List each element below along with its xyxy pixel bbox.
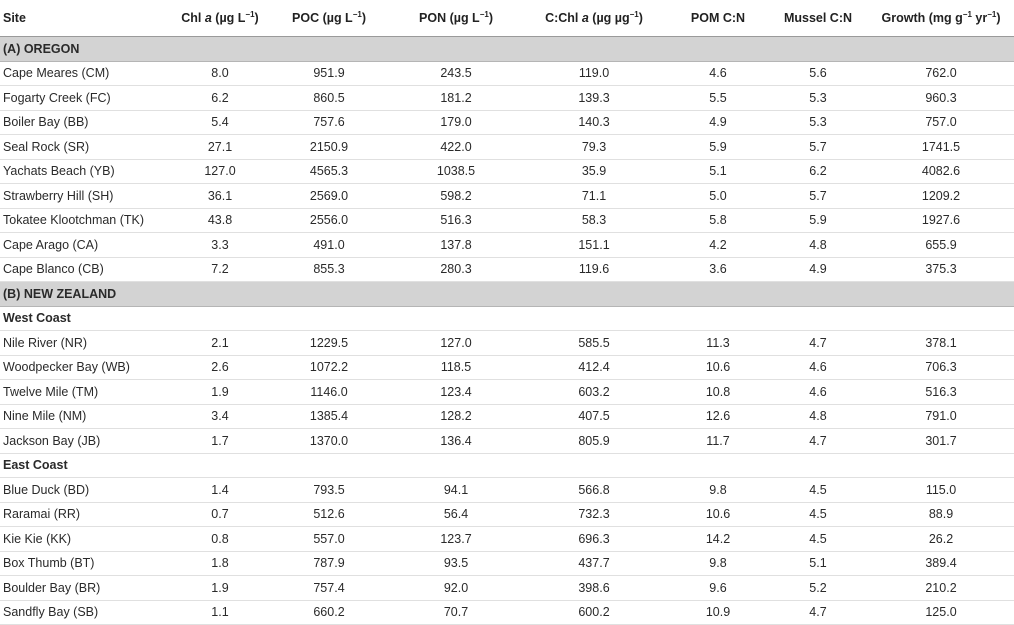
cell-growth: 389.4 [868, 551, 1014, 576]
cell-site: Blue Duck (BD) [0, 478, 174, 503]
cell-poc: 2569.0 [266, 184, 392, 209]
cell-pon: 123.7 [392, 527, 520, 552]
cell-c-chl-a: 732.3 [520, 502, 668, 527]
cell-chl-a: 36.1 [174, 184, 266, 209]
cell-poc: 787.9 [266, 551, 392, 576]
cell-site: Nile River (NR) [0, 331, 174, 356]
cell-mussel-cn: 4.5 [768, 478, 868, 503]
cell-mussel-cn: 5.2 [768, 576, 868, 601]
cell-pom-cn: 11.3 [668, 331, 768, 356]
subgroup-header-row [0, 306, 1014, 331]
cell-chl-a: 2.6 [174, 355, 266, 380]
cell-site: Seal Rock (SR) [0, 135, 174, 160]
cell-mussel-cn: 4.9 [768, 257, 868, 282]
table-body [0, 37, 1014, 625]
cell-c-chl-a: 140.3 [520, 110, 668, 135]
cell-pom-cn: 5.0 [668, 184, 768, 209]
table-row [0, 429, 1014, 454]
cell-pon: 280.3 [392, 257, 520, 282]
cell-pom-cn: 5.9 [668, 135, 768, 160]
cell-mussel-cn: 4.8 [768, 404, 868, 429]
subgroup-title: East Coast [0, 453, 1014, 478]
header-mussel-cn [768, 0, 868, 37]
cell-poc: 4565.3 [266, 159, 392, 184]
header-pom-cn [668, 0, 768, 37]
cell-pon: 598.2 [392, 184, 520, 209]
cell-c-chl-a: 585.5 [520, 331, 668, 356]
cell-growth: 706.3 [868, 355, 1014, 380]
header-text-mid: (µg µg [588, 11, 630, 25]
cell-chl-a: 2.1 [174, 331, 266, 356]
header-pon [392, 0, 520, 37]
cell-pom-cn: 4.2 [668, 233, 768, 258]
cell-poc: 2556.0 [266, 208, 392, 233]
cell-poc: 1370.0 [266, 429, 392, 454]
cell-poc: 660.2 [266, 600, 392, 625]
subgroup-title: West Coast [0, 306, 1014, 331]
cell-site: Yachats Beach (YB) [0, 159, 174, 184]
cell-growth: 375.3 [868, 257, 1014, 282]
cell-growth: 1927.6 [868, 208, 1014, 233]
cell-c-chl-a: 407.5 [520, 404, 668, 429]
cell-site: Kie Kie (KK) [0, 527, 174, 552]
cell-pon: 118.5 [392, 355, 520, 380]
cell-mussel-cn: 5.1 [768, 551, 868, 576]
cell-mussel-cn: 4.5 [768, 502, 868, 527]
cell-chl-a: 0.7 [174, 502, 266, 527]
header-site [0, 0, 174, 37]
cell-mussel-cn: 5.7 [768, 184, 868, 209]
table-row [0, 257, 1014, 282]
cell-site: Cape Blanco (CB) [0, 257, 174, 282]
cell-c-chl-a: 58.3 [520, 208, 668, 233]
header-text-sup1: −1 [479, 10, 489, 19]
table-row [0, 380, 1014, 405]
cell-pon: 123.4 [392, 380, 520, 405]
cell-site: Tokatee Klootchman (TK) [0, 208, 174, 233]
cell-pon: 179.0 [392, 110, 520, 135]
cell-growth: 1209.2 [868, 184, 1014, 209]
cell-pon: 243.5 [392, 61, 520, 86]
cell-growth: 115.0 [868, 478, 1014, 503]
table-row [0, 527, 1014, 552]
header-text-pre: C:Chl [545, 11, 582, 25]
cell-mussel-cn: 4.7 [768, 429, 868, 454]
cell-pon: 127.0 [392, 331, 520, 356]
cell-pom-cn: 4.9 [668, 110, 768, 135]
cell-site: Cape Meares (CM) [0, 61, 174, 86]
cell-pom-cn: 10.9 [668, 600, 768, 625]
cell-growth: 210.2 [868, 576, 1014, 601]
table-row [0, 110, 1014, 135]
table-row [0, 208, 1014, 233]
cell-chl-a: 1.4 [174, 478, 266, 503]
cell-growth: 4082.6 [868, 159, 1014, 184]
cell-c-chl-a: 696.3 [520, 527, 668, 552]
header-text-pre: Chl [181, 11, 205, 25]
cell-growth: 655.9 [868, 233, 1014, 258]
cell-c-chl-a: 398.6 [520, 576, 668, 601]
header-chl-a [174, 0, 266, 37]
cell-mussel-cn: 4.5 [768, 527, 868, 552]
header-text-post: ) [638, 11, 643, 25]
cell-chl-a: 0.8 [174, 527, 266, 552]
header-text-post: ) [254, 11, 259, 25]
cell-chl-a: 1.7 [174, 429, 266, 454]
cell-c-chl-a: 412.4 [520, 355, 668, 380]
cell-pon: 516.3 [392, 208, 520, 233]
cell-growth: 960.3 [868, 86, 1014, 111]
table-row [0, 478, 1014, 503]
cell-poc: 757.6 [266, 110, 392, 135]
cell-site: Fogarty Creek (FC) [0, 86, 174, 111]
cell-chl-a: 5.4 [174, 110, 266, 135]
cell-site: Twelve Mile (TM) [0, 380, 174, 405]
header-text-pre: Site [3, 11, 26, 25]
cell-pom-cn: 5.1 [668, 159, 768, 184]
table-row [0, 86, 1014, 111]
cell-c-chl-a: 119.6 [520, 257, 668, 282]
cell-pom-cn: 9.8 [668, 478, 768, 503]
cell-pom-cn: 4.6 [668, 61, 768, 86]
cell-site: Strawberry Hill (SH) [0, 184, 174, 209]
cell-poc: 557.0 [266, 527, 392, 552]
cell-chl-a: 27.1 [174, 135, 266, 160]
header-text-sup2: −1 [987, 10, 997, 19]
cell-growth: 378.1 [868, 331, 1014, 356]
cell-mussel-cn: 4.6 [768, 355, 868, 380]
cell-poc: 512.6 [266, 502, 392, 527]
table-row [0, 600, 1014, 625]
cell-c-chl-a: 119.0 [520, 61, 668, 86]
cell-pom-cn: 11.7 [668, 429, 768, 454]
header-text-mid: (µg L [211, 11, 246, 25]
cell-poc: 2150.9 [266, 135, 392, 160]
cell-pom-cn: 3.6 [668, 257, 768, 282]
cell-chl-a: 1.1 [174, 600, 266, 625]
cell-mussel-cn: 4.6 [768, 380, 868, 405]
cell-c-chl-a: 71.1 [520, 184, 668, 209]
cell-chl-a: 1.8 [174, 551, 266, 576]
cell-c-chl-a: 805.9 [520, 429, 668, 454]
cell-c-chl-a: 35.9 [520, 159, 668, 184]
header-text-pre: POC (µg L [292, 11, 353, 25]
cell-site: Woodpecker Bay (WB) [0, 355, 174, 380]
cell-pon: 56.4 [392, 502, 520, 527]
cell-chl-a: 6.2 [174, 86, 266, 111]
cell-chl-a: 43.8 [174, 208, 266, 233]
cell-poc: 860.5 [266, 86, 392, 111]
cell-chl-a: 1.9 [174, 380, 266, 405]
cell-growth: 1741.5 [868, 135, 1014, 160]
cell-mussel-cn: 4.7 [768, 600, 868, 625]
header-c-chl-a [520, 0, 668, 37]
table-row [0, 135, 1014, 160]
header-text-mid2: yr [971, 11, 988, 25]
cell-chl-a: 8.0 [174, 61, 266, 86]
cell-poc: 491.0 [266, 233, 392, 258]
cell-growth: 88.9 [868, 502, 1014, 527]
section-header-row [0, 282, 1014, 307]
cell-pon: 94.1 [392, 478, 520, 503]
cell-pon: 422.0 [392, 135, 520, 160]
cell-pon: 137.8 [392, 233, 520, 258]
cell-mussel-cn: 4.8 [768, 233, 868, 258]
cell-poc: 1229.5 [266, 331, 392, 356]
cell-site: Cape Arago (CA) [0, 233, 174, 258]
cell-poc: 1146.0 [266, 380, 392, 405]
cell-mussel-cn: 5.7 [768, 135, 868, 160]
table-row [0, 355, 1014, 380]
header-poc [266, 0, 392, 37]
cell-chl-a: 127.0 [174, 159, 266, 184]
header-text-sup1: −1 [629, 10, 639, 19]
cell-pon: 128.2 [392, 404, 520, 429]
table-row [0, 404, 1014, 429]
table-row [0, 159, 1014, 184]
cell-site: Raramai (RR) [0, 502, 174, 527]
cell-site: Jackson Bay (JB) [0, 429, 174, 454]
table-row [0, 61, 1014, 86]
cell-growth: 26.2 [868, 527, 1014, 552]
cell-c-chl-a: 566.8 [520, 478, 668, 503]
cell-pom-cn: 9.8 [668, 551, 768, 576]
header-text-post: ) [488, 11, 493, 25]
cell-growth: 125.0 [868, 600, 1014, 625]
subgroup-header-row [0, 453, 1014, 478]
table-header-row [0, 0, 1014, 37]
cell-poc: 1385.4 [266, 404, 392, 429]
header-text-ital: a [581, 11, 589, 25]
cell-pon: 1038.5 [392, 159, 520, 184]
header-text-sup1: −1 [245, 10, 255, 19]
header-text-sup1: −1 [352, 10, 362, 19]
section-header-row [0, 37, 1014, 62]
table-row [0, 331, 1014, 356]
header-text-pre: POM C:N [690, 11, 746, 25]
header-text-ital: a [204, 11, 212, 25]
cell-chl-a: 7.2 [174, 257, 266, 282]
cell-mussel-cn: 5.3 [768, 110, 868, 135]
cell-pon: 70.7 [392, 600, 520, 625]
cell-pom-cn: 10.6 [668, 355, 768, 380]
cell-c-chl-a: 151.1 [520, 233, 668, 258]
cell-pom-cn: 9.6 [668, 576, 768, 601]
cell-growth: 301.7 [868, 429, 1014, 454]
header-text-post: ) [361, 11, 366, 25]
cell-mussel-cn: 5.3 [768, 86, 868, 111]
cell-site: Nine Mile (NM) [0, 404, 174, 429]
header-text-pre: Growth (mg g [881, 11, 963, 25]
header-text-pre: PON (µg L [419, 11, 480, 25]
cell-poc: 793.5 [266, 478, 392, 503]
table-row [0, 502, 1014, 527]
cell-c-chl-a: 437.7 [520, 551, 668, 576]
cell-poc: 951.9 [266, 61, 392, 86]
cell-pom-cn: 10.6 [668, 502, 768, 527]
cell-growth: 516.3 [868, 380, 1014, 405]
cell-pon: 92.0 [392, 576, 520, 601]
cell-c-chl-a: 79.3 [520, 135, 668, 160]
table-row [0, 551, 1014, 576]
cell-growth: 762.0 [868, 61, 1014, 86]
cell-growth: 757.0 [868, 110, 1014, 135]
cell-site: Box Thumb (BT) [0, 551, 174, 576]
cell-pon: 93.5 [392, 551, 520, 576]
table-row [0, 233, 1014, 258]
cell-c-chl-a: 600.2 [520, 600, 668, 625]
header-growth [868, 0, 1014, 37]
header-text-sup1: −1 [962, 10, 972, 19]
cell-pon: 181.2 [392, 86, 520, 111]
cell-mussel-cn: 5.6 [768, 61, 868, 86]
cell-pom-cn: 10.8 [668, 380, 768, 405]
cell-mussel-cn: 6.2 [768, 159, 868, 184]
section-title: (A) OREGON [0, 37, 1014, 62]
cell-chl-a: 3.3 [174, 233, 266, 258]
cell-mussel-cn: 5.9 [768, 208, 868, 233]
cell-c-chl-a: 603.2 [520, 380, 668, 405]
table-row [0, 184, 1014, 209]
cell-pom-cn: 12.6 [668, 404, 768, 429]
cell-growth: 791.0 [868, 404, 1014, 429]
cell-poc: 757.4 [266, 576, 392, 601]
section-title: (B) NEW ZEALAND [0, 282, 1014, 307]
cell-chl-a: 1.9 [174, 576, 266, 601]
cell-pom-cn: 5.8 [668, 208, 768, 233]
cell-pon: 136.4 [392, 429, 520, 454]
cell-site: Boiler Bay (BB) [0, 110, 174, 135]
cell-pom-cn: 14.2 [668, 527, 768, 552]
cell-c-chl-a: 139.3 [520, 86, 668, 111]
cell-site: Boulder Bay (BR) [0, 576, 174, 601]
cell-poc: 855.3 [266, 257, 392, 282]
table-row [0, 576, 1014, 601]
cell-pom-cn: 5.5 [668, 86, 768, 111]
header-text-post: ) [996, 11, 1001, 25]
cell-poc: 1072.2 [266, 355, 392, 380]
cell-site: Sandfly Bay (SB) [0, 600, 174, 625]
cell-mussel-cn: 4.7 [768, 331, 868, 356]
header-text-pre: Mussel C:N [783, 11, 853, 25]
cell-chl-a: 3.4 [174, 404, 266, 429]
